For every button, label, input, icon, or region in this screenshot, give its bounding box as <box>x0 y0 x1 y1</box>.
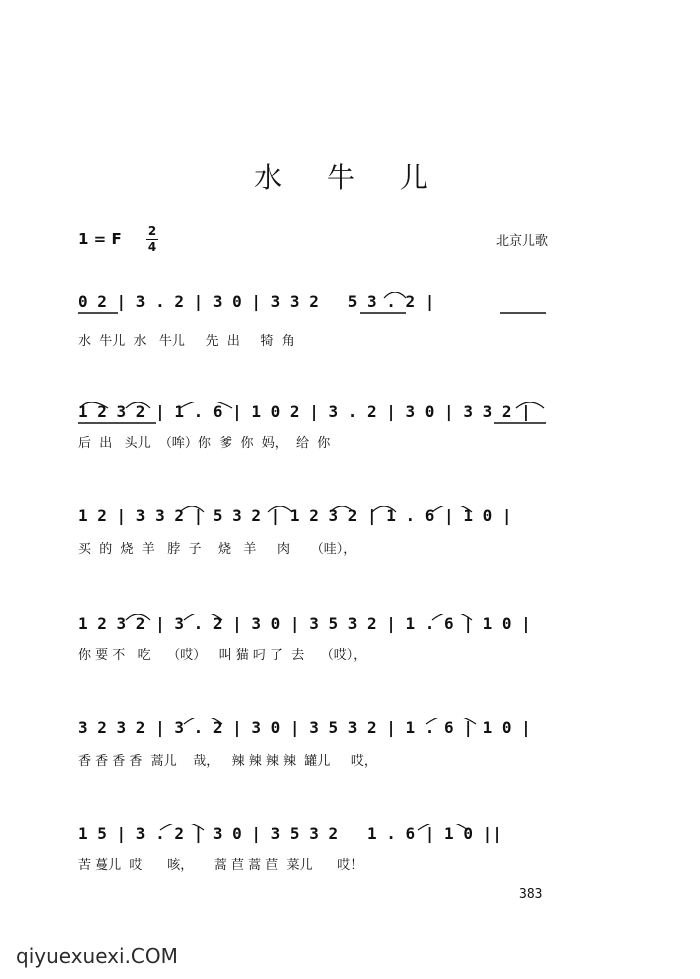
lyric-line: 香 香 香 香 蒿儿 哉， 辣 辣 辣 辣 罐儿 哎， <box>78 754 377 769</box>
stave-line-1 <box>0 292 700 412</box>
notation-line: 1 2 | 3 3 2 | 5 3 2 | 1 2 3 2 | 1 . 6 | 1 0 | <box>78 506 512 525</box>
notation-line: 0 2 | 3 . 2 | 3 0 | 3 3 2 5 3 . 2 | <box>78 292 435 311</box>
notation-line: 1 2 3 2 | 3 . 2 | 3 0 | 3 5 3 2 | 1 . 6 | 1 0 | <box>78 614 531 633</box>
watermark: qiyuexuexi.COM <box>16 944 178 968</box>
page-number: 383 <box>519 887 543 902</box>
notation-line: 1 5 | 3 . 2 | 3 0 | 3 5 3 2 1 . 6 | 1 0 || <box>78 824 502 843</box>
lyric-line: 水 牛儿 水 牛儿 先 出 犄 角 <box>78 334 295 349</box>
notation-marks <box>0 824 700 884</box>
meter-bottom: 4 <box>147 240 157 254</box>
lyric-line: 买 的 烧 羊 脖 子 烧 羊 肉 （哇）， <box>78 542 357 557</box>
notation-marks <box>0 506 700 566</box>
time-signature <box>146 225 158 254</box>
stave-line-3 <box>0 506 700 626</box>
notation-line: 3 2 3 2 | 3 . 2 | 3 0 | 3 5 3 2 | 1 . 6 | 1 0 | <box>78 718 531 737</box>
lyric-line: 后 出 头儿 （哞）你 爹 你 妈， 给 你 <box>78 436 331 451</box>
key-signature: 1 = F <box>78 230 122 248</box>
stave-line-4 <box>0 614 700 734</box>
notation-marks <box>0 402 700 462</box>
stave-line-6 <box>0 824 700 944</box>
notation-marks <box>0 718 700 778</box>
notation-marks <box>0 292 700 352</box>
stave-line-5 <box>0 718 700 838</box>
stave-line-2 <box>0 402 700 522</box>
song-title: 水 牛 儿 <box>254 161 446 194</box>
notation-line: 1 2 3 2 | 1 . 6 | 1 0 2 | 3 . 2 | 3 0 | 3 3 2 | <box>78 402 531 421</box>
lyric-line: 你 要 不 吃 （哎） 叫 猫 叼 了 去 （哎）， <box>78 648 367 663</box>
meter-top: 2 <box>147 224 157 238</box>
notation-marks <box>0 614 700 674</box>
song-source: 北京儿歌 <box>496 234 549 249</box>
lyric-line: 苦 蔓儿 哎 咳， 蒿 苣 蒿 苣 菜儿 哎！ <box>78 858 364 873</box>
